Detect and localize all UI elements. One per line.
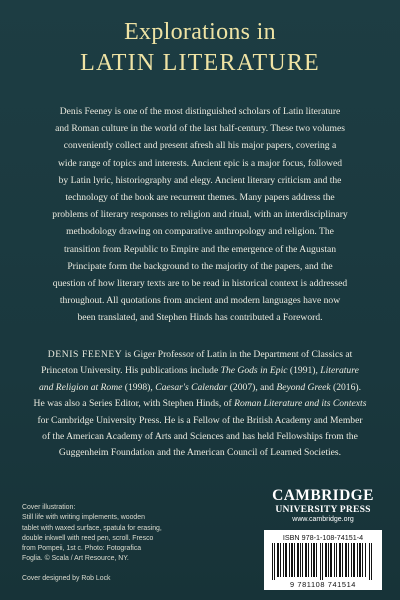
description-line: Principate form the background to the majority of the papers, and the [67,260,333,272]
credit-line: from Pompeii, 1st c. Photo: Fotografica [22,545,142,553]
description-line: and Roman culture in the world of the last half-century. These two volumes [55,123,345,135]
description-line: by Latin lyric, historiography and elegy. Ancient literary criticism and the [58,174,342,186]
bio-text: (2007), and [227,381,277,393]
barcode-panel [264,530,382,590]
credit-line: double inkwell with reed pen, scroll. Fresco [22,534,154,542]
description-line: throughout. All quotations from ancient and modern languages have now [59,295,341,307]
bio-text: (2016). He was also a Series Editor, with Stephen Hinds, of [33,381,361,410]
author-name: DENIS FEENEY [47,349,123,360]
cover-illustration-credit [22,503,187,565]
description-line: been translated, and Stephen Hinds has contributed a Foreword. [77,312,323,324]
description-line: methodology drawing on comparative anthropology and religion. The [66,226,334,238]
barcode-icon [272,543,374,580]
title-line-2: LATIN LITERATURE [80,50,320,76]
bio-text: is Giger Professor of Latin in the Department of Classics at Princeton University. His publications include [41,349,353,377]
isbn-label: ISBN 978-1-108-74151-4 [282,533,364,542]
description-line: technology of the book are recurrent themes. Many papers address the [65,192,335,204]
title-line-1: Explorations in [124,19,276,45]
description-line: transition from Republic to Empire and the emergence of the Augustan [63,243,337,255]
publisher-logo [263,488,383,525]
cover-designer-credit: Cover designed by Rob Lock [22,575,111,582]
description-line: Denis Feeney is one of the most distinguished scholars of Latin literature [59,106,341,117]
publisher-url: www.cambridge.org [292,516,354,523]
credit-line: Foglia. © Scala / Art Resource, NY. [22,555,129,563]
publisher-name: CAMBRIDGE [272,487,374,504]
book-title: Caesar's Calendar [155,381,228,393]
bio-text: for Cambridge University Press. He is a Fellow of the British Academy and Member of the American Academy of Arts and Sciences and has held Fellowships from the Guggenheim Foundation and the American Council of Learned Societies. [37,414,363,459]
bio-text: (1998), [122,381,156,393]
book-title: Roman Literature and its Contexts [234,398,367,410]
description-line: conveniently collect and present afresh all his major papers, covering a [63,140,337,152]
credit-heading: Cover illustration: [22,504,76,511]
description-line: wide range of topics and interests. Ancient epic is a major focus, followed [58,157,342,169]
series-title [0,18,400,78]
bio-text: (1991), [287,365,321,377]
publisher-subtitle: UNIVERSITY PRESS [275,504,371,515]
barcode-digits: 9 781108 741514 [290,580,356,589]
credit-line: tablet with waxed surface, spatula for erasing, [22,524,162,532]
book-title: Beyond Greek [276,381,331,393]
book-title: The Gods in Epic [220,365,288,377]
description-line: question of how literary texts are to be read in historical context is addressed [52,278,348,290]
book-title: Literature and Religion at Rome [39,365,359,393]
author-bio [33,347,367,462]
description-line: problems of literary responses to religion and ritual, with an interdisciplinary [52,209,348,221]
book-description [30,103,370,327]
credit-line: Still life with writing implements, wooden [22,514,145,522]
